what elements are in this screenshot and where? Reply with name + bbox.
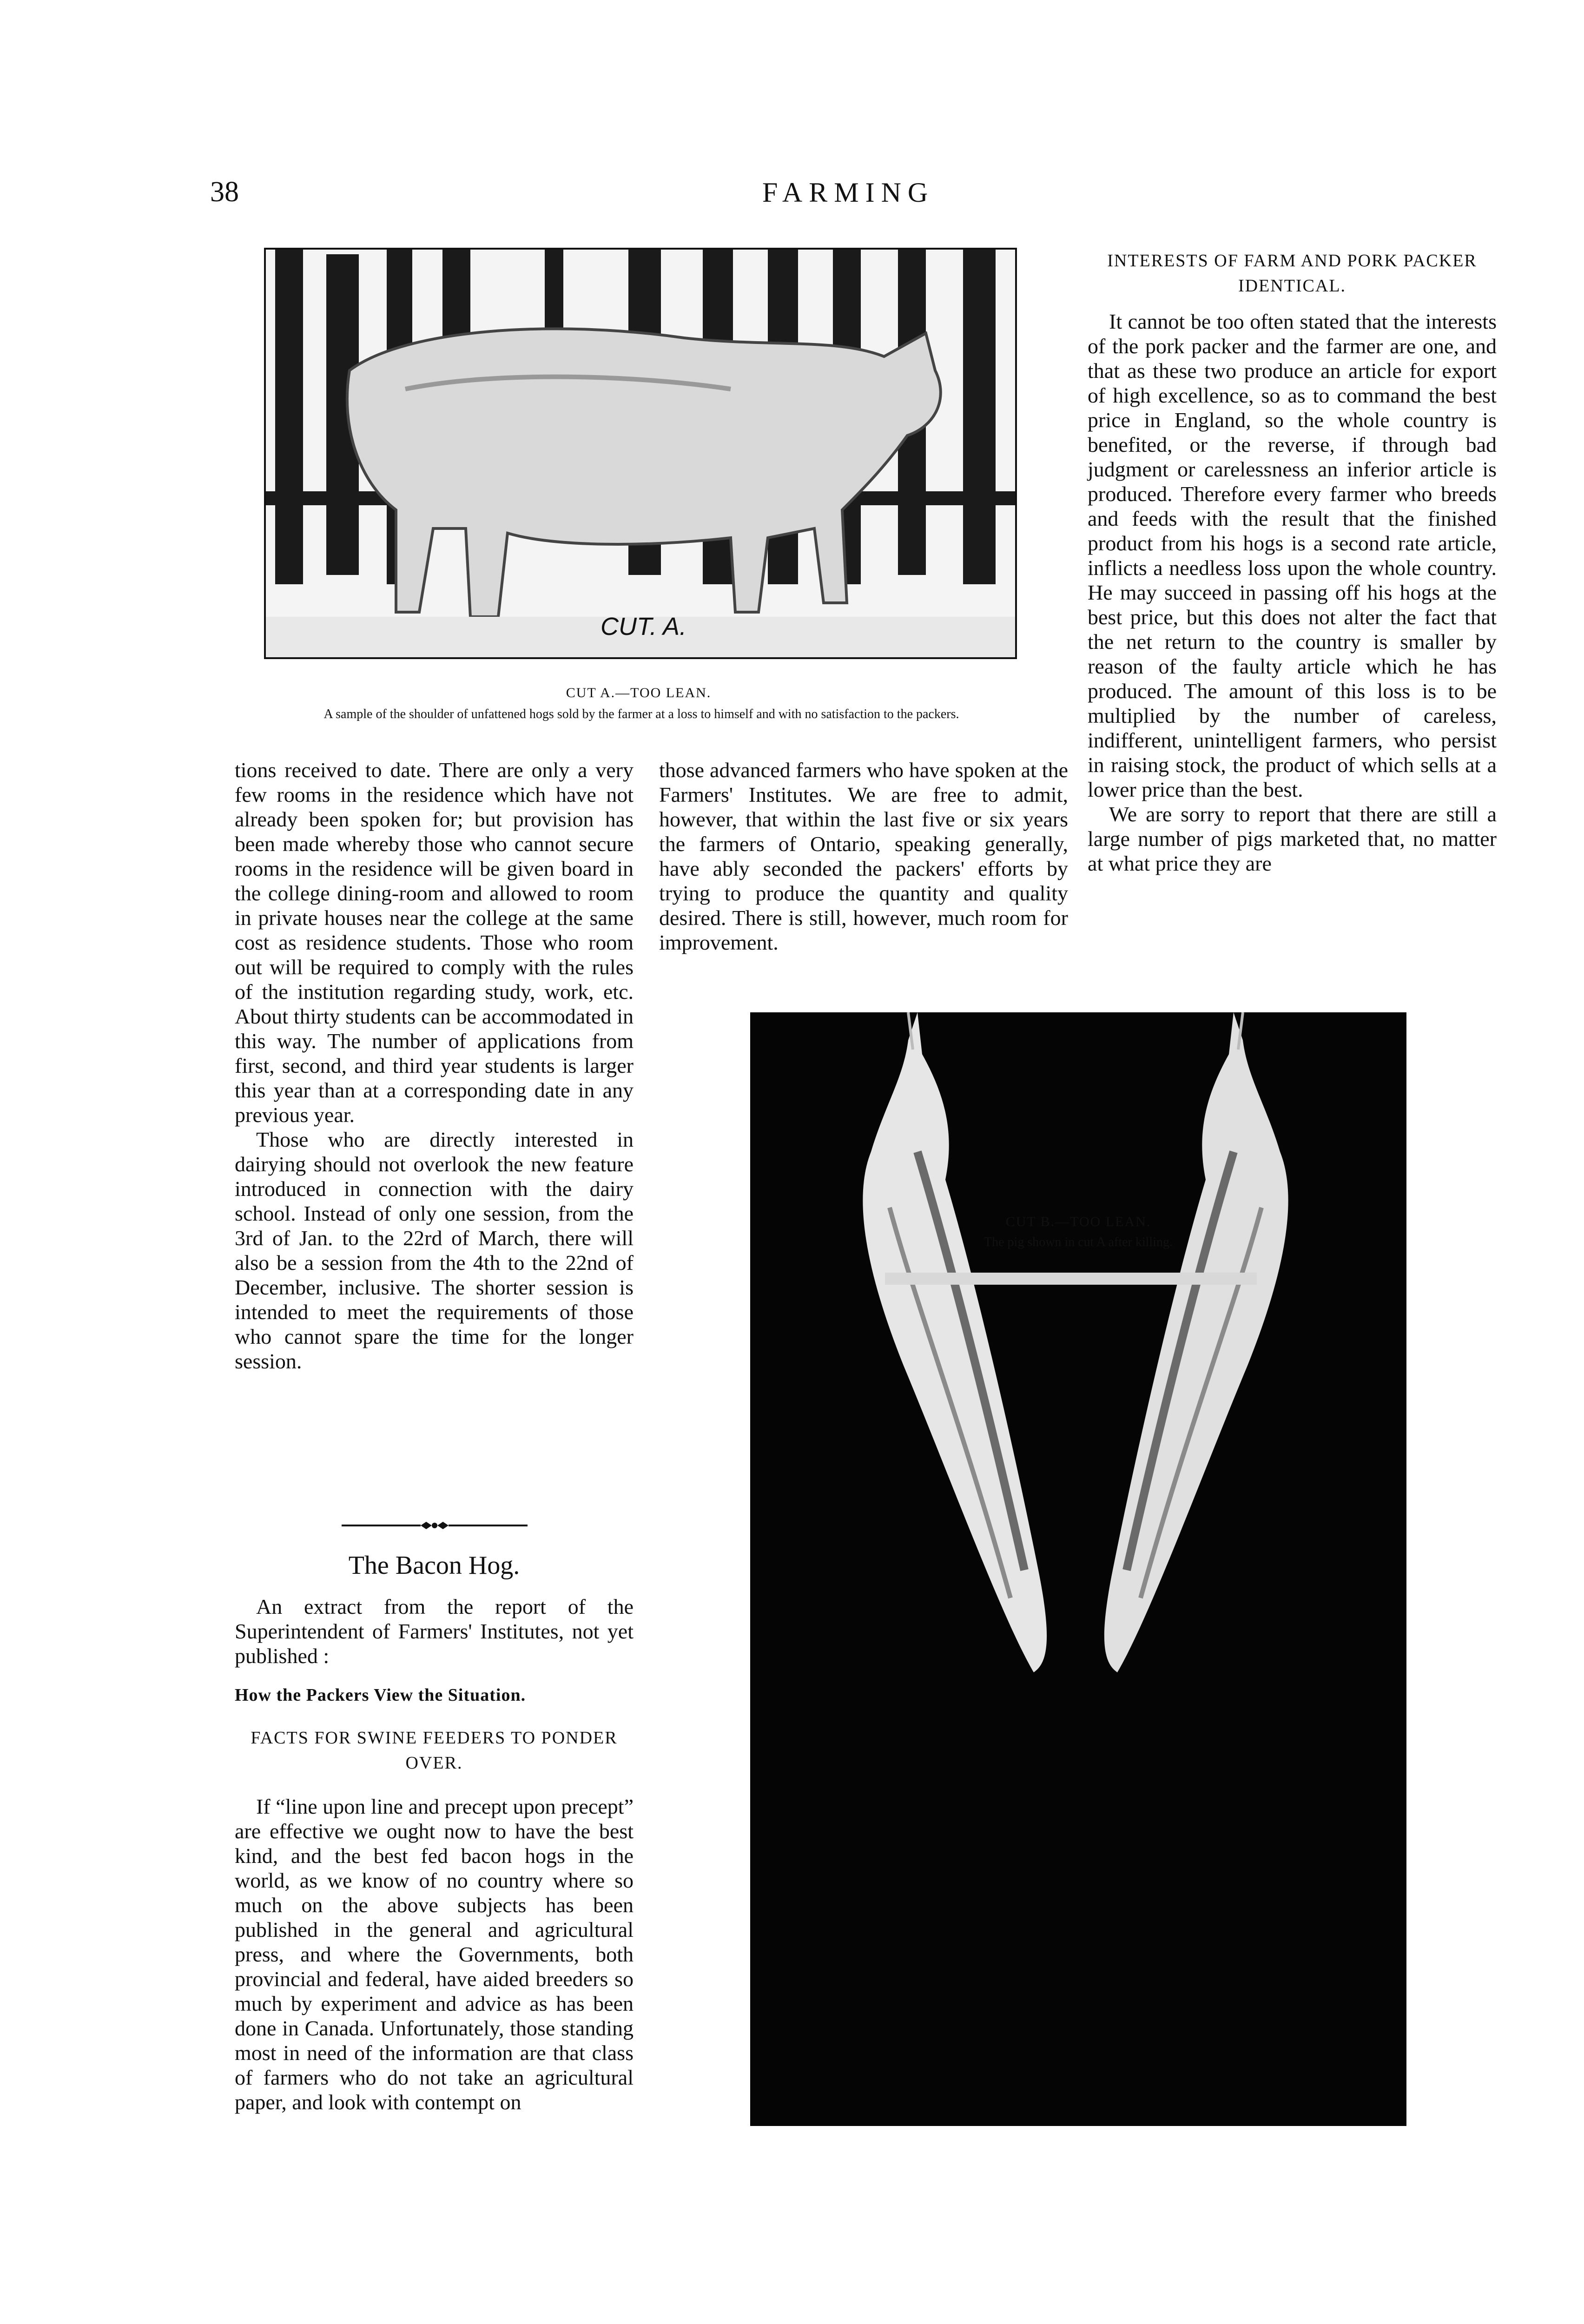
article-body: [235, 1794, 634, 2114]
figure-b-caption-text: The pig shown in cut A after killing.: [984, 1235, 1173, 1249]
article-intro: [235, 1594, 634, 1668]
figure-a-photo: [264, 248, 1017, 659]
left-paragraph-2: Those who are directly interested in dairying should not overlook the new feature introduced in connection with the dairy school. Instead of only one session, from the 3rd of Jan. to the 22rd of March, there will also be a session from the 4th to the 22nd of December, inclusive. The shorter session is intended to meet the requirements of those who cannot spare the time for the longer session.: [235, 1128, 634, 1373]
page-number: 38: [210, 176, 239, 208]
left-column: [235, 758, 634, 1373]
ornament-divider: [342, 1516, 528, 1535]
right-paragraph-2: We are sorry to report that there are still a large number of pigs marketed that, no matter at what price they are: [1088, 802, 1497, 875]
pig-photo-image: [266, 250, 1015, 657]
intro-paragraph: An extract from the report of the Superintendent of Farmers' Institutes, not yet published :: [235, 1595, 634, 1668]
right-paragraph-1: It cannot be too often stated that the interests of the pork packer and the farmer are one, and that as these two produce an article for export of high excellence, so as to command the best price in England, so the whole country is benefited, or the reverse, if through bad judgment or carelessness an inferior article is produced. Therefore every farmer who breeds and feeds with the result that the finished product from his hogs is a second rate article, inflicts a needless loss upon the whole country. He may succeed in passing off his hogs at the best price, but this does not alter the fact that the net return to the country is smaller by reason of the faulty article which he has produced. The amount of this loss is to be multiplied by the number of careless, indifferent, unintelligent farmers, who persist in raising stock, the product of which sells at a lower price than the best.: [1088, 310, 1497, 801]
figure-a-caption-title: CUT A.—TOO LEAN.: [566, 685, 712, 700]
running-title: FARMING: [762, 177, 935, 208]
article-kicker: FACTS FOR SWINE FEEDERS TO PONDER OVER.: [251, 1728, 618, 1773]
figure-a-caption-text: A sample of the shoulder of unfattened hogs sold by the farmer at a loss to himself and with no satisfaction to the packers.: [323, 707, 959, 721]
middle-paragraph: those advanced farmers who have spoken at the Farmers' Institutes. We are free to admit, however, that within the last five or six years the farmers of Ontario, speaking generally, have ably seconded the packers' efforts by trying to produce the quantity and quality desired. There is still, however, much room for improvement.: [659, 758, 1068, 954]
right-column: [1088, 309, 1497, 876]
article-subhead: How the Packers View the Situation.: [235, 1685, 526, 1705]
body-paragraph: If “line upon line and precept upon precept” are effective we ought now to have the best kind, and the best fed bacon hogs in the world, as we know of no country where so much on the above subjects has been published in the general and agricultural press, and where the Governments, both provincial and federal, have aided breeders so much by experiment and advice as has been done in Canada. Unfortunately, those standing most in need of the information are that class of farmers who do not take an agricultural paper, and look with contempt on: [235, 1795, 634, 2114]
right-column-heading: INTERESTS OF FARM AND PORK PACKER IDENTICAL.: [1107, 251, 1477, 296]
carcass-photo-image: [750, 1012, 1406, 2126]
left-paragraph-1: tions received to date. There are only a very few rooms in the residence which have not already been spoken for; but provision has been made whereby those who cannot secure rooms in the residence will be given board in the college dining-room and allowed to room in private houses near the college at the same cost as residence students. Those who room out will be required to comply with the rules of the institution regarding study, work, etc. About thirty students can be accommodated in this way. The number of applications from first, second, and third year students is larger this year than at a corresponding date in any previous year.: [235, 758, 634, 1127]
figure-a-inset-label: CUT. A.: [601, 613, 687, 640]
figure-b-photo: [750, 1012, 1406, 2126]
article-title: The Bacon Hog.: [348, 1551, 520, 1580]
middle-column: [659, 758, 1068, 955]
figure-b-caption-title: CUT B.—TOO LEAN.: [1005, 1214, 1151, 1229]
